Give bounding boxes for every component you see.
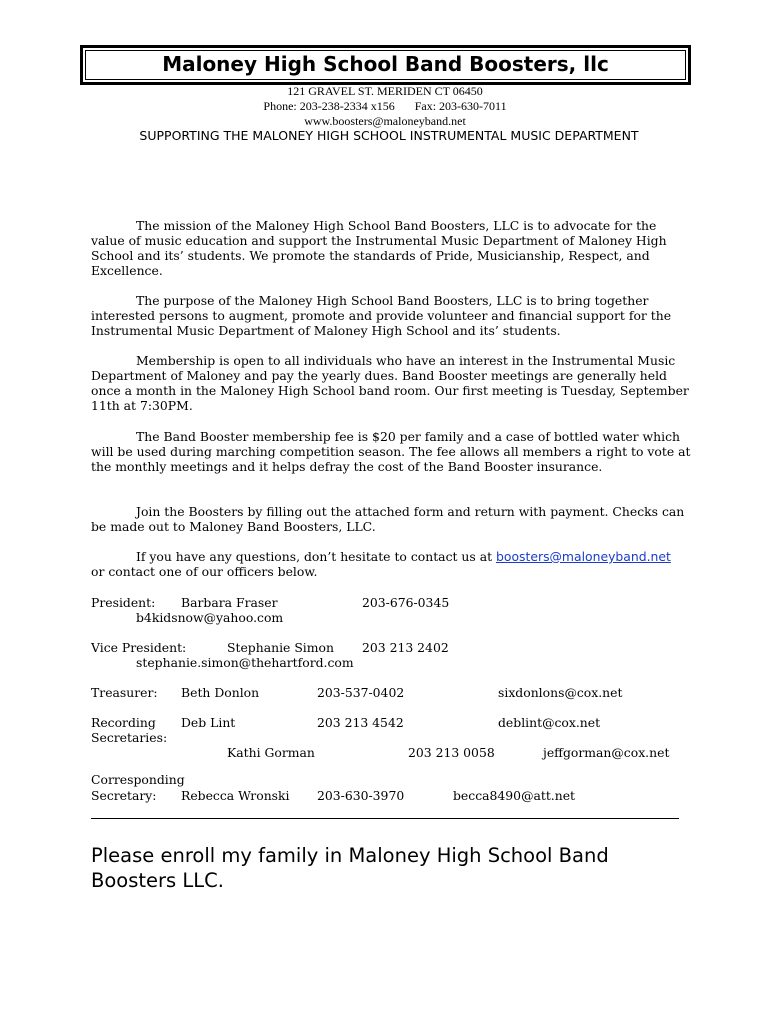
recording-role-line1: Recording: [91, 715, 156, 730]
vice-president-name: Stephanie Simon: [227, 640, 334, 655]
recording-email-1: deblint@cox.net: [498, 715, 601, 730]
phone-text: Phone: 203-238-2334 x156: [263, 99, 395, 113]
corresponding-name: Rebecca Wronski: [181, 788, 290, 803]
title-box: [80, 45, 691, 85]
corresponding-role-line2: Secretary:: [91, 788, 157, 803]
boosters-email-link[interactable]: boosters@maloneyband.net: [496, 549, 671, 564]
join-text: Join the Boosters by filling out the attached form and return with payment. Checks can be made out to Maloney Band Boosters, LLC.: [91, 504, 685, 534]
president-email: b4kidsnow@yahoo.com: [136, 610, 284, 625]
vice-president-role: Vice President:: [91, 640, 187, 655]
fax-text: Fax: 203-630-7011: [414, 99, 507, 113]
vice-president-phone: 203 213 2402: [362, 640, 449, 655]
fee-text: The Band Booster membership fee is $20 per family and a case of bottled water which will be used during marching competition season. The fee allows all members a right to vote at the monthly meetings and it helps defray the cost of the Band Booster insurance.: [91, 429, 691, 474]
treasurer-name: Beth Donlon: [181, 685, 260, 700]
treasurer-email: sixdonlons@cox.net: [498, 685, 623, 700]
join-paragraph: [91, 504, 691, 534]
tagline: SUPPORTING THE MALONEY HIGH SCHOOL INSTRUMENTAL MUSIC DEPARTMENT: [139, 128, 639, 143]
section-divider: [91, 818, 679, 819]
phone-fax-line: [0, 99, 770, 113]
mission-paragraph: [91, 218, 691, 278]
corresponding-role-line1: Corresponding: [91, 772, 185, 787]
vice-president-email: stephanie.simon@thehartford.com: [136, 655, 354, 670]
corresponding-email: becca8490@att.net: [453, 788, 576, 803]
document-title: Maloney High School Band Boosters, llc: [162, 52, 609, 76]
website-line: www.boosters@maloneyband.net: [304, 114, 466, 128]
president-phone: 203-676-0345: [362, 595, 450, 610]
membership-paragraph: [91, 353, 691, 413]
mission-text: The mission of the Maloney High School Band Boosters, LLC is to advocate for the value of music education and support the Instrumental Music Department of Maloney High School and its’ students. We promote the standards of Pride, Musicianship, Respect, and Excellence.: [91, 218, 667, 278]
purpose-paragraph: [91, 293, 691, 338]
recording-phone-2: 203 213 0058: [408, 745, 495, 760]
questions-text: If you have any questions, don’t hesitate to contact us at: [136, 549, 497, 564]
recording-name-1: Deb Lint: [181, 715, 236, 730]
recording-email-2: jeffgorman@cox.net: [543, 745, 670, 760]
questions-paragraph: [91, 549, 691, 579]
questions-followup-text: or contact one of our officers below.: [91, 564, 318, 579]
fee-paragraph: [91, 429, 691, 474]
corresponding-phone: 203-630-3970: [317, 788, 405, 803]
president-role: President:: [91, 595, 156, 610]
treasurer-phone: 203-537-0402: [317, 685, 405, 700]
president-name: Barbara Fraser: [181, 595, 278, 610]
treasurer-role: Treasurer:: [91, 685, 158, 700]
enroll-heading: Please enroll my family in Maloney High School Band Boosters LLC.: [91, 844, 609, 892]
recording-role-line2: Secretaries:: [91, 730, 168, 745]
membership-text: Membership is open to all individuals who have an interest in the Instrumental Music Department of Maloney and pay the yearly dues. Band Booster meetings are generally held once a month in the Maloney High School band room. Our first meeting is Tuesday, September 11th at 7:30PM.: [91, 353, 689, 413]
address-line: 121 GRAVEL ST. MERIDEN CT 06450: [287, 84, 483, 98]
recording-phone-1: 203 213 4542: [317, 715, 404, 730]
recording-name-2: Kathi Gorman: [227, 745, 315, 760]
purpose-text: The purpose of the Maloney High School Band Boosters, LLC is to bring together interested persons to augment, promote and provide volunteer and financial support for the Instrumental Music Department of Maloney High School and its’ students.: [91, 293, 672, 338]
